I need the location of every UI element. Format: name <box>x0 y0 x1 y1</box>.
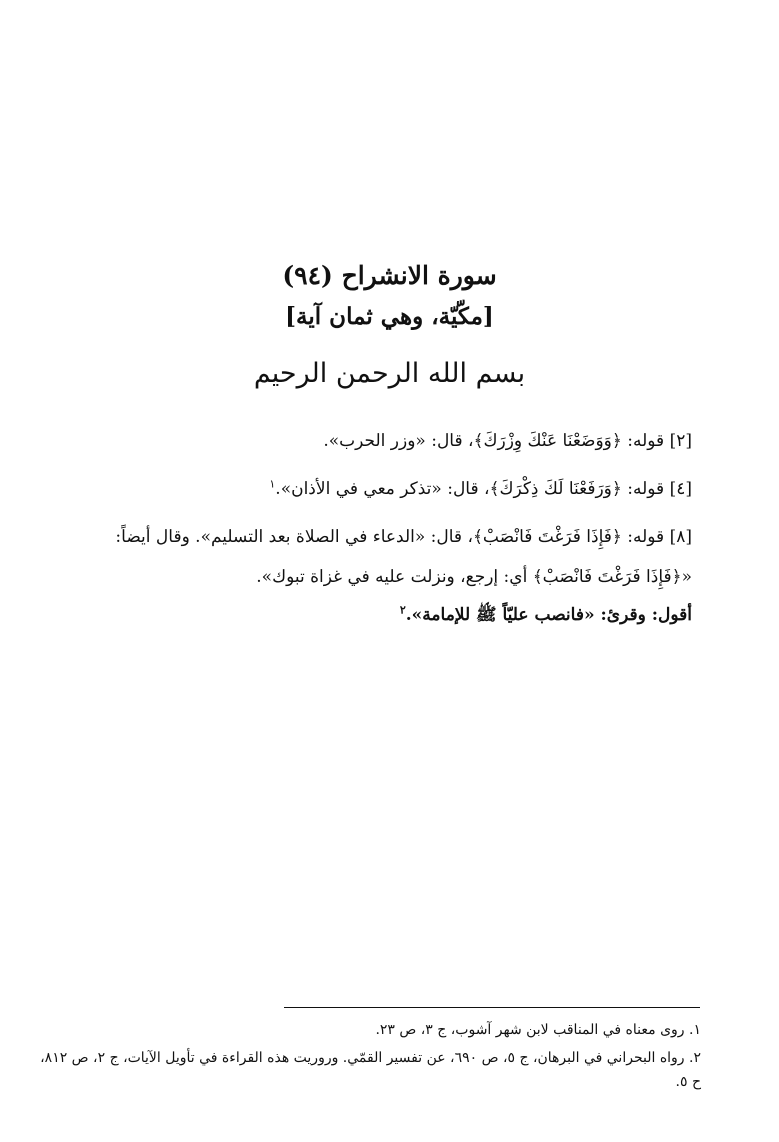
footnote-2: ٢. رواه البحراني في البرهان، ج ٥، ص ٦٩٠، عن تفسير القمّي. وروريت هذه القراءة في تأويل الآيات، ج ٢، ص ٨١٢، ح ٥. <box>40 1050 701 1090</box>
paragraph-text: [٢] قوله: ﴿وَوَضَعْنَا عَنْكَ وِزْرَكَ﴾، قال: «وزر الحرب». <box>323 431 692 451</box>
paragraph-text: أقول: وقرئ: «فانصب عليّاً ﷺ للإمامة». <box>405 605 692 625</box>
paragraph-verse-4 <box>60 476 692 502</box>
surah-subtitle: [مكّيّة، وهي ثمان آية] <box>285 303 494 330</box>
paragraph-verse-2 <box>60 428 692 454</box>
paragraph-verse-8 <box>28 524 692 550</box>
paragraph-text: «﴿فَإِذَا فَرَغْتَ فَانْصَبْ﴾ أي: إرجع، ونزلت عليه في غزاة تبوك». <box>256 567 692 587</box>
paragraph-comment <box>60 602 692 628</box>
footnote-divider <box>284 1007 700 1008</box>
surah-title: سورة الانشراح (٩٤) <box>282 261 497 290</box>
basmala <box>0 352 779 396</box>
paragraph-text: [٨] قوله: ﴿فَإِذَا فَرَغْتَ فَانْصَبْ﴾، قال: «الدعاء في الصلاة بعد التسليم». وقال أيضاً: <box>115 527 692 547</box>
footnote-1: ١. روى معناه في المناقب لابن شهر آشوب، ج ٣، ص ٢٣. <box>375 1022 701 1038</box>
footnote-ref-1[interactable]: ١ <box>269 477 276 491</box>
paragraph-text: [٤] قوله: ﴿وَرَفَعْنَا لَكَ ذِكْرَكَ﴾، قال: «تذكر معي في الأذان». <box>275 479 692 499</box>
basmala-text: بسم الله الرحمن الرحيم <box>253 358 526 389</box>
paragraph-verse-8-cont <box>60 564 692 590</box>
footnote-ref-2[interactable]: ٢ <box>399 603 406 617</box>
